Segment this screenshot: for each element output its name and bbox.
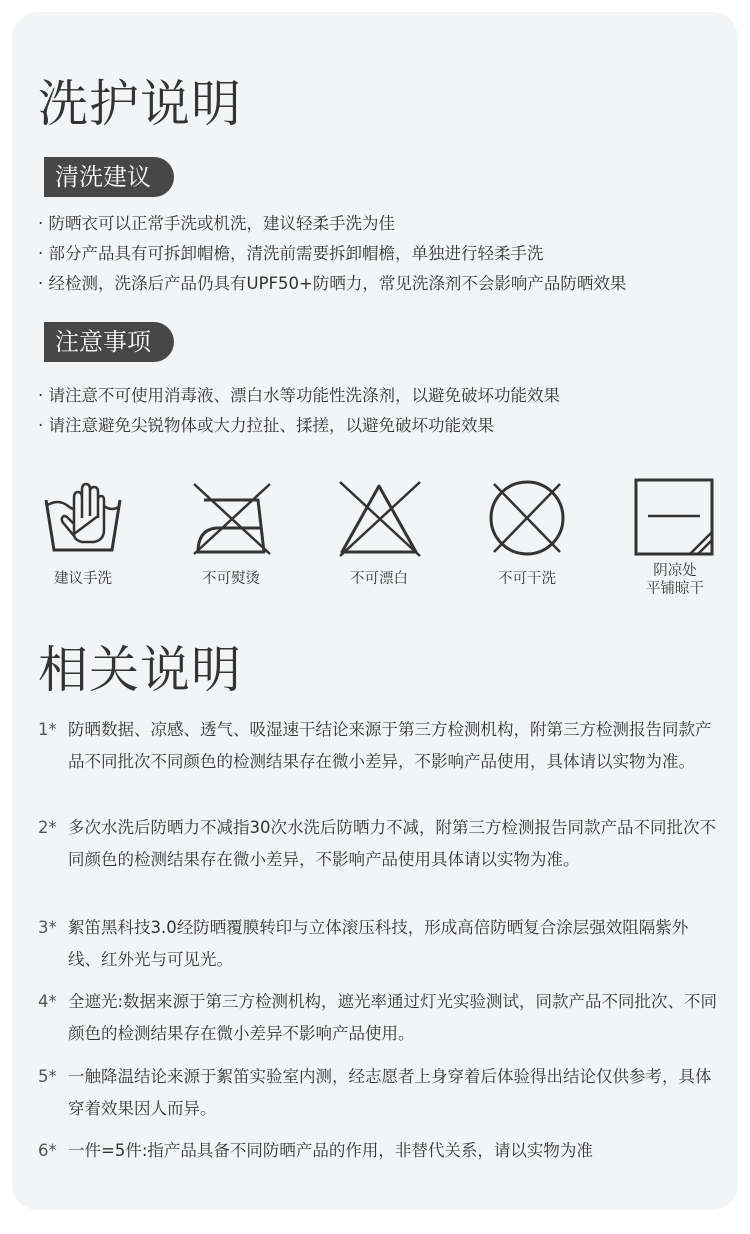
note-text: 多次水洗后防晒力不减指30次水洗后防晒力不减，附第三方检测报告同款产品不同批次不同颜色的检测结果存在微小差异，不影响产品使用具体请以实物为准。	[68, 818, 716, 869]
attention-section-label: 注意事项	[44, 322, 174, 362]
note-number: 3*	[38, 918, 57, 937]
care-symbol-no-dry-clean	[482, 478, 572, 587]
note-text: 防晒数据、凉感、透气、吸湿速干结论来源于第三方检测机构，附第三方检测报告同款产品不同批次不同颜色的检测结果存在微小差异，不影响产品使用，具体请以实物为准。	[68, 720, 712, 771]
note-text: 一件=5件:指产品具备不同防晒产品的作用，非替代关系，请以实物为准	[68, 1141, 593, 1160]
notes-title: 相关说明	[38, 641, 242, 699]
care-title: 洗护说明	[38, 75, 242, 133]
care-symbol-hand-wash	[38, 478, 128, 587]
care-symbol-label: 建议手洗	[54, 571, 112, 587]
note-number: 6*	[38, 1141, 57, 1160]
note-text: 絮笛黑科技3.0经防晒覆膜转印与立体滚压科技，形成高倍防晒复合涂层强效阻隔紫外线、红外光与可见光。	[68, 918, 689, 969]
note-item	[38, 1061, 718, 1125]
note-item	[38, 912, 718, 976]
care-symbol-no-iron	[186, 478, 276, 587]
attention-item: · 请注意避免尖锐物体或大力拉扯、揉搓，以避免破坏功能效果	[38, 416, 494, 435]
attention-item: · 请注意不可使用消毒液、漂白水等功能性洗涤剂，以避免破坏功能效果	[38, 386, 560, 405]
washing-section-label: 清洗建议	[44, 157, 174, 197]
note-item	[38, 812, 718, 876]
care-symbol-label: 不可漂白	[350, 571, 408, 587]
note-item	[38, 714, 718, 778]
note-number: 4*	[38, 992, 57, 1011]
care-symbol-label: 不可熨烫	[202, 571, 260, 587]
hand-wash-icon	[38, 478, 128, 558]
note-number: 2*	[38, 818, 57, 837]
no-iron-icon	[186, 478, 276, 558]
washing-item: · 部分产品具有可拆卸帽檐，清洗前需要拆卸帽檐，单独进行轻柔手洗	[38, 244, 544, 263]
note-number: 1*	[38, 720, 57, 739]
washing-item: · 防晒衣可以正常手洗或机洗，建议轻柔手洗为佳	[38, 214, 395, 233]
washing-item: · 经检测，洗涤后产品仍具有UPF50+防晒力，常见洗涤剂不会影响产品防晒效果	[38, 274, 627, 293]
care-symbol-dry-flat-shade	[630, 478, 720, 597]
note-number: 5*	[38, 1067, 57, 1086]
note-text: 全遮光:数据来源于第三方检测机构，遮光率通过灯光实验测试，同款产品不同批次、不同颜色的检测结果存在微小差异不影响产品使用。	[68, 992, 718, 1043]
note-item	[38, 1135, 718, 1167]
no-dry-clean-icon	[482, 478, 572, 558]
care-symbol-label: 不可干洗	[498, 571, 556, 587]
care-symbol-label: 阴凉处 平铺晾干	[646, 563, 704, 597]
note-text: 一触降温结论来源于絮笛实验室内测，经志愿者上身穿着后体验得出结论仅供参考，具体穿着效果因人而异。	[68, 1067, 712, 1118]
dry-flat-shade-icon	[630, 478, 720, 558]
care-symbol-no-bleach	[334, 478, 424, 587]
no-bleach-icon	[334, 478, 424, 558]
note-item	[38, 986, 718, 1050]
